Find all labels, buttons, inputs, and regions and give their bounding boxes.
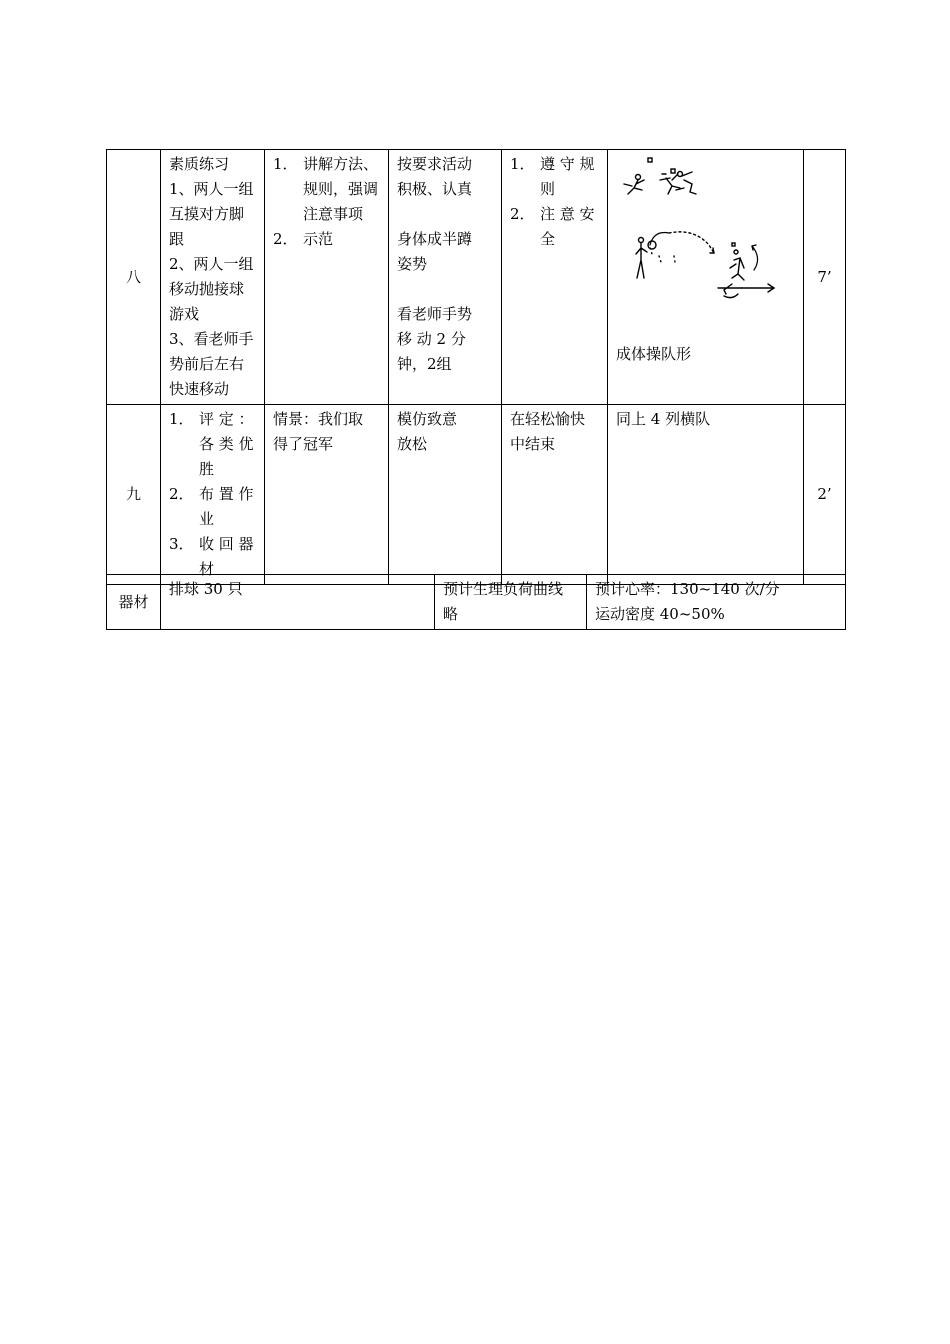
student-activity-cell: [389, 150, 502, 405]
requirement-line: 全: [540, 230, 556, 248]
formation-label: 同上 4 列横队: [616, 410, 711, 428]
content-line: 游戏: [169, 305, 200, 323]
formation-label: 成体操队形: [616, 345, 692, 363]
requirement-line: 注 意 安: [540, 205, 595, 223]
formation-cell: [608, 405, 804, 585]
student-line: 看老师手势: [397, 305, 473, 323]
heart-rate-cell: [587, 575, 846, 630]
list-number: 1．: [510, 155, 535, 173]
requirement-line: 遵 守 规: [540, 155, 595, 173]
list-item: [273, 227, 380, 252]
content-cell: [161, 150, 265, 405]
student-line: 放松: [397, 435, 428, 453]
list-number: 2．: [169, 485, 194, 503]
teacher-line: 示范: [303, 230, 334, 248]
equipment-value: 排球 30 只: [169, 580, 243, 598]
content-line: 收 回 器: [199, 535, 254, 553]
requirement-cell: [502, 405, 608, 585]
formation-cell: [608, 150, 804, 405]
formation-sketch: [616, 152, 795, 342]
content-line: 跟: [169, 230, 185, 248]
student-line: 移 动 2 分: [397, 330, 466, 348]
teacher-line: 情景：我们取: [273, 410, 364, 428]
content-line: 各 类 优: [199, 435, 254, 453]
teacher-line: 讲解方法、: [303, 155, 379, 173]
heart-rate: 预计心率：130~140 次/分: [595, 580, 780, 598]
list-item: [510, 202, 599, 252]
requirement-line: 则: [540, 180, 556, 198]
content-line: 3、看老师手: [169, 330, 254, 348]
teacher-line: 规则，强调: [303, 180, 379, 198]
load-curve-value: 略: [443, 605, 459, 623]
content-line: 移动抛接球: [169, 280, 245, 298]
list-number: 2．: [273, 230, 298, 248]
load-curve-cell: [435, 575, 587, 630]
list-number: 1．: [273, 155, 298, 173]
student-line: 模仿致意: [397, 410, 458, 428]
student-line: 身体成半蹲: [397, 230, 473, 248]
student-line: 钟，2组: [397, 355, 452, 373]
list-item: [169, 407, 256, 482]
load-curve-label: 预计生理负荷曲线: [443, 580, 564, 598]
list-number: 3．: [169, 535, 194, 553]
content-line: 1、两人一组: [169, 180, 254, 198]
section-number: 九: [107, 405, 161, 585]
equipment-label: 器材: [107, 575, 161, 630]
lesson-plan-footer: [106, 574, 846, 630]
list-item: [510, 152, 599, 202]
duration: 7’: [804, 150, 846, 405]
content-line: 势前后左右: [169, 355, 245, 373]
table-row: [107, 150, 846, 405]
table-row: [107, 575, 846, 630]
content-line: 材: [199, 560, 215, 578]
teacher-line: 注意事项: [303, 205, 364, 223]
section-number: 八: [107, 150, 161, 405]
student-line: 按要求活动: [397, 155, 473, 173]
requirement-line: 中结束: [510, 435, 556, 453]
content-line: 胜: [199, 460, 215, 478]
student-line: 积极、认真: [397, 180, 473, 198]
teacher-activity-cell: [265, 150, 389, 405]
list-item: [273, 152, 380, 227]
content-line: 互摸对方脚: [169, 205, 245, 223]
requirement-line: 在轻松愉快: [510, 410, 586, 428]
content-line: 素质练习: [169, 155, 230, 173]
student-activity-cell: [389, 405, 502, 585]
activity-drawing-icon: [614, 150, 804, 330]
list-number: 2．: [510, 205, 535, 223]
teacher-activity-cell: [265, 405, 389, 585]
lesson-plan-table: [106, 149, 846, 585]
content-line: 快速移动: [169, 380, 230, 398]
teacher-line: 得了冠军: [273, 435, 334, 453]
student-line: 姿势: [397, 255, 428, 273]
content-line: 业: [199, 510, 215, 528]
content-line: 评 定 ：: [199, 410, 254, 428]
requirement-cell: [502, 150, 608, 405]
exercise-density: 运动密度 40~50%: [595, 605, 725, 623]
content-cell: [161, 405, 265, 585]
content-line: 布 置 作: [199, 485, 254, 503]
equipment-cell: [161, 575, 435, 630]
table-row: [107, 405, 846, 585]
list-item: [169, 482, 256, 532]
content-line: 2、两人一组: [169, 255, 254, 273]
list-number: 1．: [169, 410, 194, 428]
duration: 2’: [804, 405, 846, 585]
